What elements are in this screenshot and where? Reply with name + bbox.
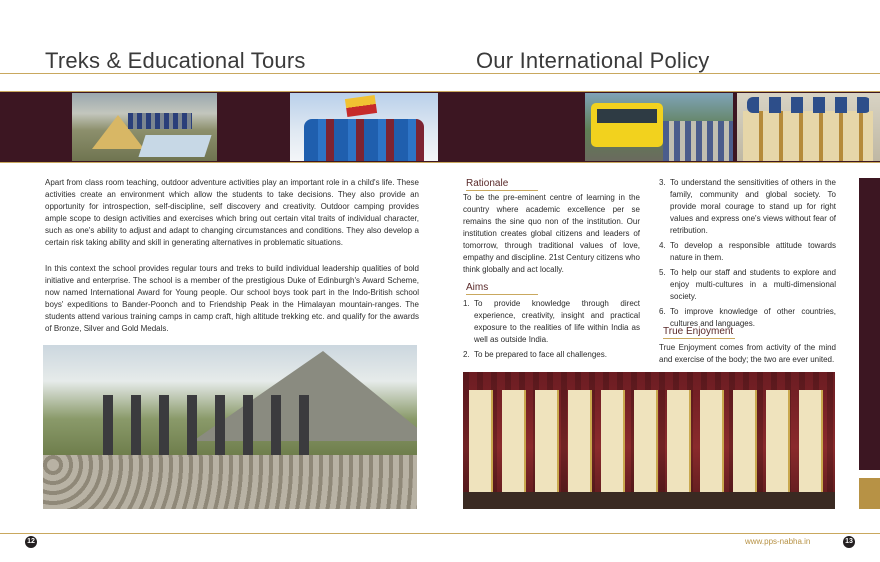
list-item: 6. To improve knowledge of other countries, cultures and languages. (659, 307, 836, 328)
tours-paragraph: In this context the school provides regular tours and treks to build individual leadership qualities of bold initiative and enterprise. The school is a member of the prestigious Duke of Edinburgh's Award Scheme, now named International Award for Young people. Our school boys took part in the Indo-British school boys' expeditions to Bander-Poonch and to Friendship Peak in the Himalayan mountain-ranges. The students attend various training camps in camp craft, high altitude trekking etc. and qualify for the awards of Bronze, Silver and Gold Medals. (45, 264, 419, 333)
list-item: 4. To develop a responsible attitude towards nature in them. (659, 241, 836, 262)
list-item: 3. To understand the sensitivities of others in the family, community and global society. To provide moral courage to stand up for right values and express one's views without fear of retribution. (659, 178, 836, 235)
school-bus-photo (585, 93, 733, 161)
aims-list-part-2 (659, 177, 836, 333)
summit-photo (290, 93, 438, 161)
trekking-photo (43, 345, 417, 509)
camp-photo (72, 93, 217, 161)
page-title-treks: Treks & Educational Tours (45, 48, 306, 73)
page-number-left: 12 (25, 536, 37, 548)
group-photo (463, 372, 835, 509)
list-item: 1. To provide knowledge through direct experience, creativity, insight and practical exposure to the realities of life within India as well as outside India. (463, 299, 640, 344)
side-bar-gold (859, 478, 880, 509)
page-title-international-policy: Our International Policy (476, 48, 710, 73)
list-item: 5. To help our staff and students to explore and enjoy multi-cultures in a multi-dimensional society. (659, 268, 836, 301)
true-enjoyment-text: True Enjoyment comes from activity of the mind and exercise of the body; the two are ever united. (659, 343, 836, 364)
rationale-text: To be the pre-eminent centre of learning in the country where academic excellence per se remains the sine quo non of the institution. Our institution creates global citizens and leaders of tomorrow, through traditional values of love, empathy and discipline. 21st Century citizens who think globally and act locally. (463, 193, 640, 274)
divider-bottom (0, 533, 880, 534)
true-enjoyment-heading: True Enjoyment (663, 326, 734, 337)
list-item: 2. To be prepared to face all challenges. (463, 350, 607, 359)
divider-top (0, 73, 880, 74)
intro-paragraph: Apart from class room teaching, outdoor adventure activities play an important role in a child's life. These activities create an environment which allow the students to take decisions. They also provide an opportunity for introspection, self-discipline, self discovery and creativity. Outdoor camping provides ample scope to design activities and exercises which bring out certain vital traits of individual character, such as one's ability to adjust and adapt to changing circumstances and conditions. They also develop a certain risk taking ability and skill in generating alternatives in problematic situations. (45, 178, 419, 247)
aims-list-part-1 (463, 298, 640, 364)
page-number-right: 13 (843, 536, 855, 548)
website-link[interactable]: www.pps-nabha.in (745, 537, 811, 546)
side-bar-maroon (859, 178, 880, 470)
aims-heading: Aims (466, 282, 489, 293)
rationale-heading: Rationale (466, 178, 509, 189)
students-photo (737, 93, 880, 161)
